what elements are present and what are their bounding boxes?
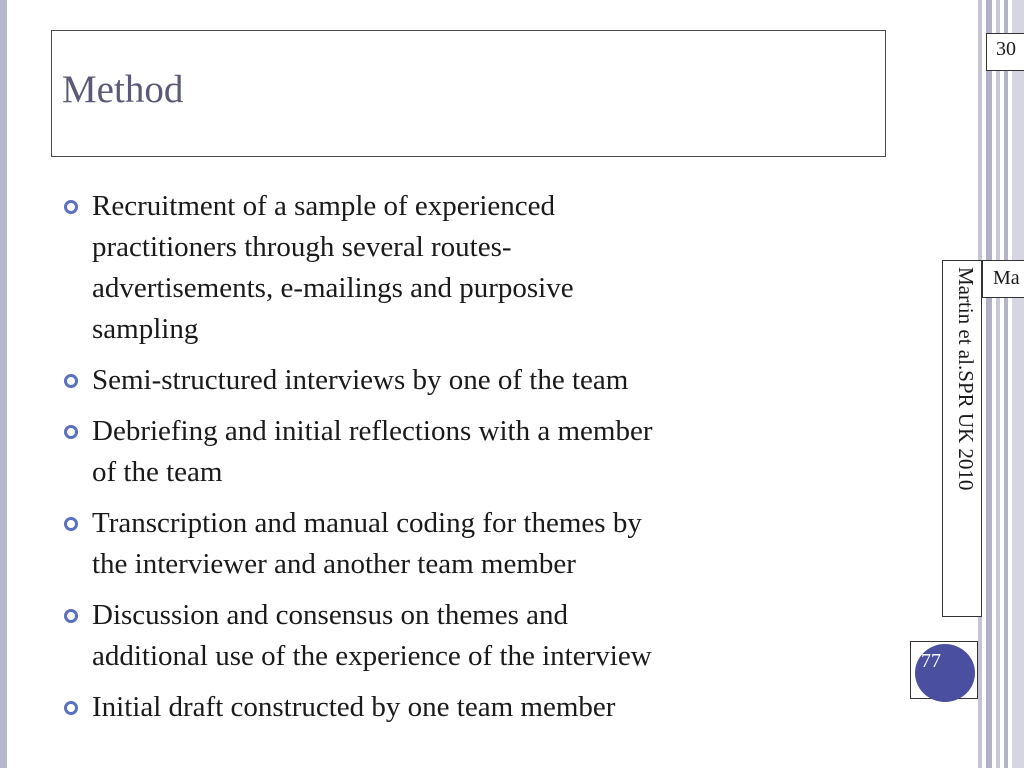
behind-slide-page-number (986, 33, 1024, 71)
behind-slide-footer-text: Ma (993, 267, 1020, 289)
bullet-line: the interviewer and another team member (92, 548, 576, 580)
bullet-item (62, 186, 862, 350)
bullet-line: sampling (92, 313, 199, 345)
footer-text: Martin et al.SPR UK 2010 (954, 267, 978, 491)
right-decorative-stripe (986, 0, 992, 768)
bullet-line: practitioners through several routes- (92, 231, 512, 263)
left-decorative-stripe (0, 0, 7, 768)
behind-slide-footer-fragment (982, 260, 1024, 298)
bullet-ring-icon (64, 609, 78, 623)
bullet-line: Recruitment of a sample of experienced (92, 190, 555, 222)
slide-title: Method (62, 68, 184, 111)
bullet-item (62, 687, 862, 728)
bullet-item (62, 503, 862, 585)
slide-number-box (910, 641, 978, 699)
right-decorative-stripe (1012, 0, 1024, 768)
bullet-list (62, 186, 862, 738)
footer-box (942, 260, 982, 617)
bullet-item (62, 595, 862, 677)
bullet-line: advertisements, e-mailings and purposive (92, 272, 574, 304)
title-box (51, 30, 886, 157)
bullet-line: Initial draft constructed by one team member (92, 691, 616, 723)
bullet-item (62, 411, 862, 493)
bullet-line: Semi-structured interviews by one of the team (92, 364, 629, 396)
right-decorative-stripe (996, 0, 1000, 768)
bullet-line: Discussion and consensus on themes and (92, 599, 569, 631)
bullet-line: of the team (92, 456, 223, 488)
right-decorative-stripe (1004, 0, 1008, 768)
bullet-item (62, 360, 862, 401)
behind-slide-page-number-text: 30 (996, 38, 1016, 60)
bullet-ring-icon (64, 200, 78, 214)
bullet-line: Transcription and manual coding for themes by (92, 507, 642, 539)
bullet-ring-icon (64, 701, 78, 715)
bullet-ring-icon (64, 517, 78, 531)
bullet-ring-icon (64, 374, 78, 388)
bullet-line: additional use of the experience of the interview (92, 640, 652, 672)
slide-number: 77 (921, 650, 941, 672)
bullet-ring-icon (64, 425, 78, 439)
bullet-line: Debriefing and initial reflections with a member (92, 415, 653, 447)
